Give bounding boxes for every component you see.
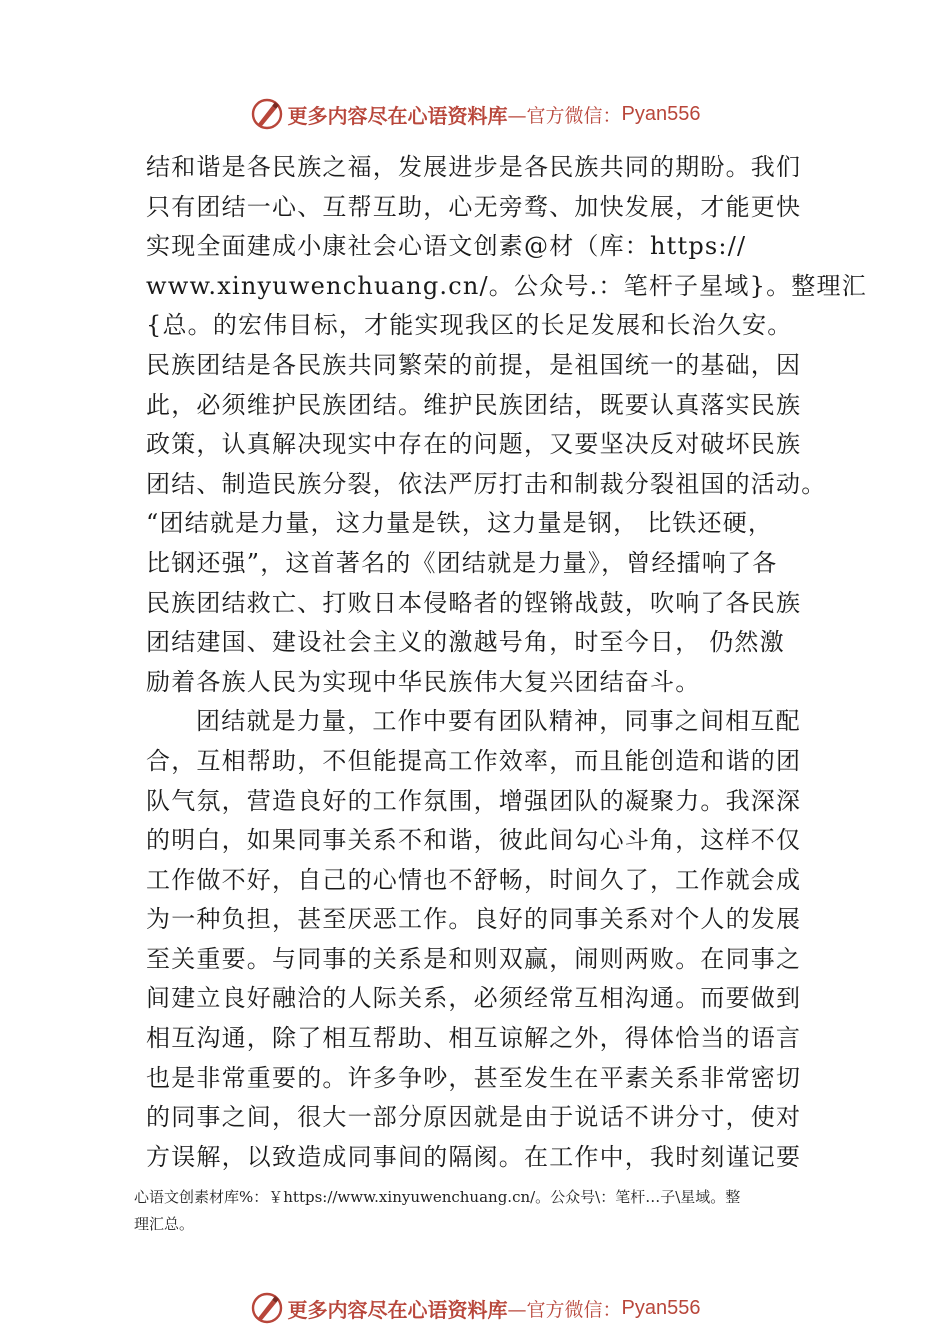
footer-note — [134, 1184, 834, 1238]
body-line: 结和谐是各民族之福，发展进步是各民族共同的期盼。我们 — [146, 153, 802, 181]
article-body — [146, 148, 867, 1177]
banner-sub-text: —官方微信： — [507, 104, 622, 127]
body-line: 团结、制造民族分裂，依法严厉打击和制裁分裂祖国的活动。 — [146, 469, 827, 498]
footer-note-line: 心语文创素材库%：￥https://www.xinyuwenchuang.cn/。公众号\：笔杆…子\星域。整 — [134, 1188, 741, 1206]
body-line: {总。的宏伟目标，才能实现我区的长足发展和长治久安。 — [146, 311, 793, 340]
body-line: 至关重要。与同事的关系是和则双赢，闹则两败。在同事之 — [146, 944, 802, 973]
banner-sub-text: —官方微信： — [507, 1298, 622, 1321]
body-line: “团结就是力量，这力量是铁，这力量是钢， 比铁还硬， — [146, 509, 774, 538]
banner-wechat-id: Pyan556 — [621, 1296, 701, 1319]
body-line: 队气氛，营造良好的工作氛围，增强团队的凝聚力。我深深 — [146, 786, 802, 815]
pen-logo-icon — [250, 1291, 284, 1325]
body-line: 为一种负担，甚至厌恶工作。良好的同事关系对个人的发展 — [146, 905, 802, 934]
banner-main-text: 更多内容尽在心语资料库 — [287, 103, 508, 128]
body-line: 此，必须维护民族团结。维护民族团结，既要认真落实民族 — [146, 390, 802, 419]
body-line: 励着各族人民为实现中华民族伟大复兴团结奋斗。 — [146, 667, 701, 696]
header-banner — [0, 94, 950, 134]
body-line: 民族团结是各民族共同繁荣的前提，是祖国统一的基础，因 — [146, 350, 802, 379]
footer-banner — [0, 1288, 950, 1328]
body-line: www.xinyuwenchuang.cn/。公众号.：笔杆子星域}。整理汇 — [146, 271, 867, 300]
banner-main-text: 更多内容尽在心语资料库 — [287, 1297, 508, 1322]
body-line: 也是非常重要的。许多争吵，甚至发生在平素关系非常密切 — [146, 1063, 802, 1092]
body-line: 比钢还强”，这首著名的《团结就是力量》，曾经擂响了各 — [146, 548, 778, 577]
pen-logo-icon — [250, 97, 284, 131]
body-line: 的明白，如果同事关系不和谐，彼此间勾心斗角，这样不仅 — [146, 826, 802, 855]
body-line: 相互沟通，除了相互帮助、相互谅解之外，得体恰当的语言 — [146, 1024, 802, 1053]
body-line: 民族团结救亡、打败日本侵略者的铿锵战鼓，吹响了各民族 — [146, 588, 802, 617]
body-line: 实现全面建成小康社会心语文创素@材（库：https:// — [146, 232, 747, 261]
body-line: 合，互相帮助，不但能提高工作效率，而且能创造和谐的团 — [146, 746, 802, 775]
body-line: 只有团结一心、互帮互助，心无旁骛、加快发展，才能更快 — [146, 192, 802, 221]
paragraph-start-line: 团结就是力量，工作中要有团队精神，同事之间相互配 — [196, 707, 801, 736]
footer-note-line: 理汇总。 — [134, 1215, 195, 1233]
body-line: 间建立良好融洽的人际关系，必须经常互相沟通。而要做到 — [146, 984, 802, 1013]
body-line: 的同事之间，很大一部分原因就是由于说话不讲分寸，使对 — [146, 1103, 802, 1132]
body-line: 政策，认真解决现实中存在的问题，又要坚决反对破坏民族 — [146, 430, 802, 459]
body-line: 方误解，以致造成同事间的隔阂。在工作中，我时刻谨记要 — [146, 1142, 802, 1171]
body-line: 工作做不好，自己的心情也不舒畅，时间久了，工作就会成 — [146, 865, 802, 894]
banner-wechat-id: Pyan556 — [621, 102, 701, 125]
body-line: 团结建国、建设社会主义的激越号角，时至今日， 仍然激 — [146, 628, 785, 657]
